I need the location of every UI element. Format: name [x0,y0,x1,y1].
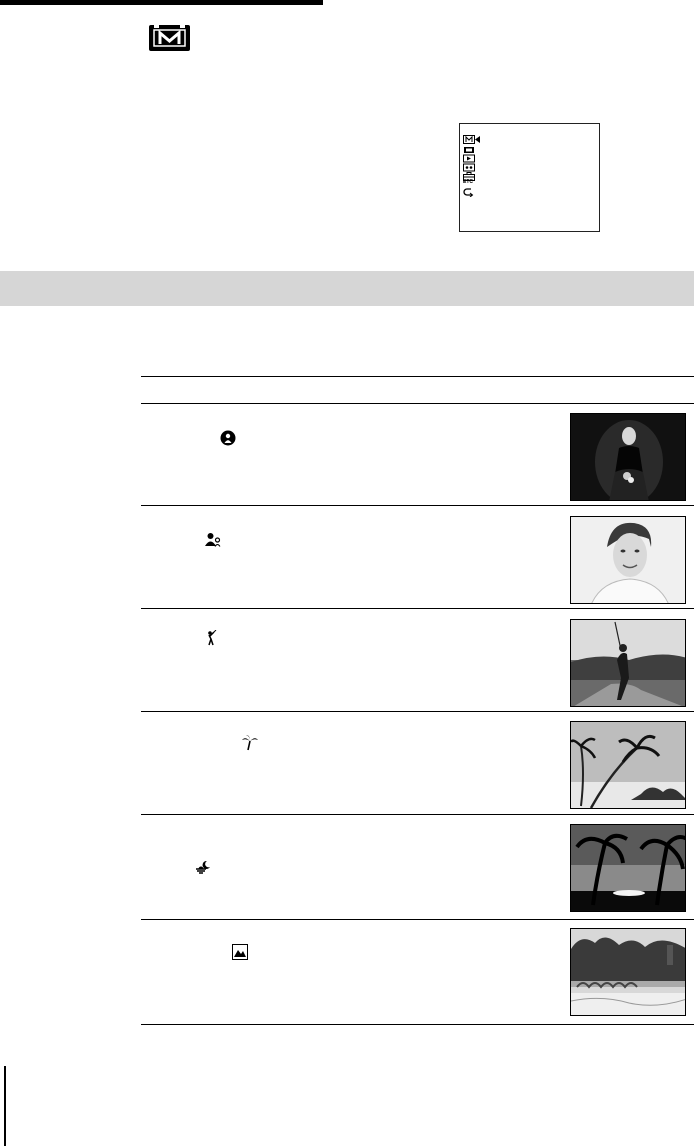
tape-set-icon [463,163,475,172]
menu-screen-illustration [459,123,600,232]
etc-label: ETC [463,179,473,185]
manual-set-icon [463,135,475,144]
page-margin-rule [4,1066,6,1146]
menu-cursor-icon [475,136,480,143]
beach-palms-photo [570,721,686,809]
woman-spotlight-photo [570,413,686,501]
sports-golf-icon [203,630,219,646]
row-divider [141,505,694,506]
return-icon [463,188,475,197]
beach-palm-icon [242,735,258,751]
camera-set-icon [463,145,475,154]
table-top-rule [141,376,694,377]
golfer-photo [570,619,686,707]
row-divider [141,711,694,712]
spotlight-icon [220,430,236,446]
section-header-bar [0,271,694,306]
portrait-icon [205,531,221,547]
landscape-bridge-photo [570,928,686,1016]
manual-m-icon [148,24,191,52]
playback-set-icon [463,154,475,163]
sunset-moon-icon [195,860,211,876]
row-divider [141,919,694,920]
row-divider [141,814,694,815]
landscape-icon [232,944,248,960]
top-heading-rule [0,0,323,5]
woman-portrait-photo [570,516,686,604]
table-bottom-rule [141,1024,694,1025]
row-divider [141,608,694,609]
table-header-rule [141,403,694,404]
sunset-palms-photo [570,824,686,912]
